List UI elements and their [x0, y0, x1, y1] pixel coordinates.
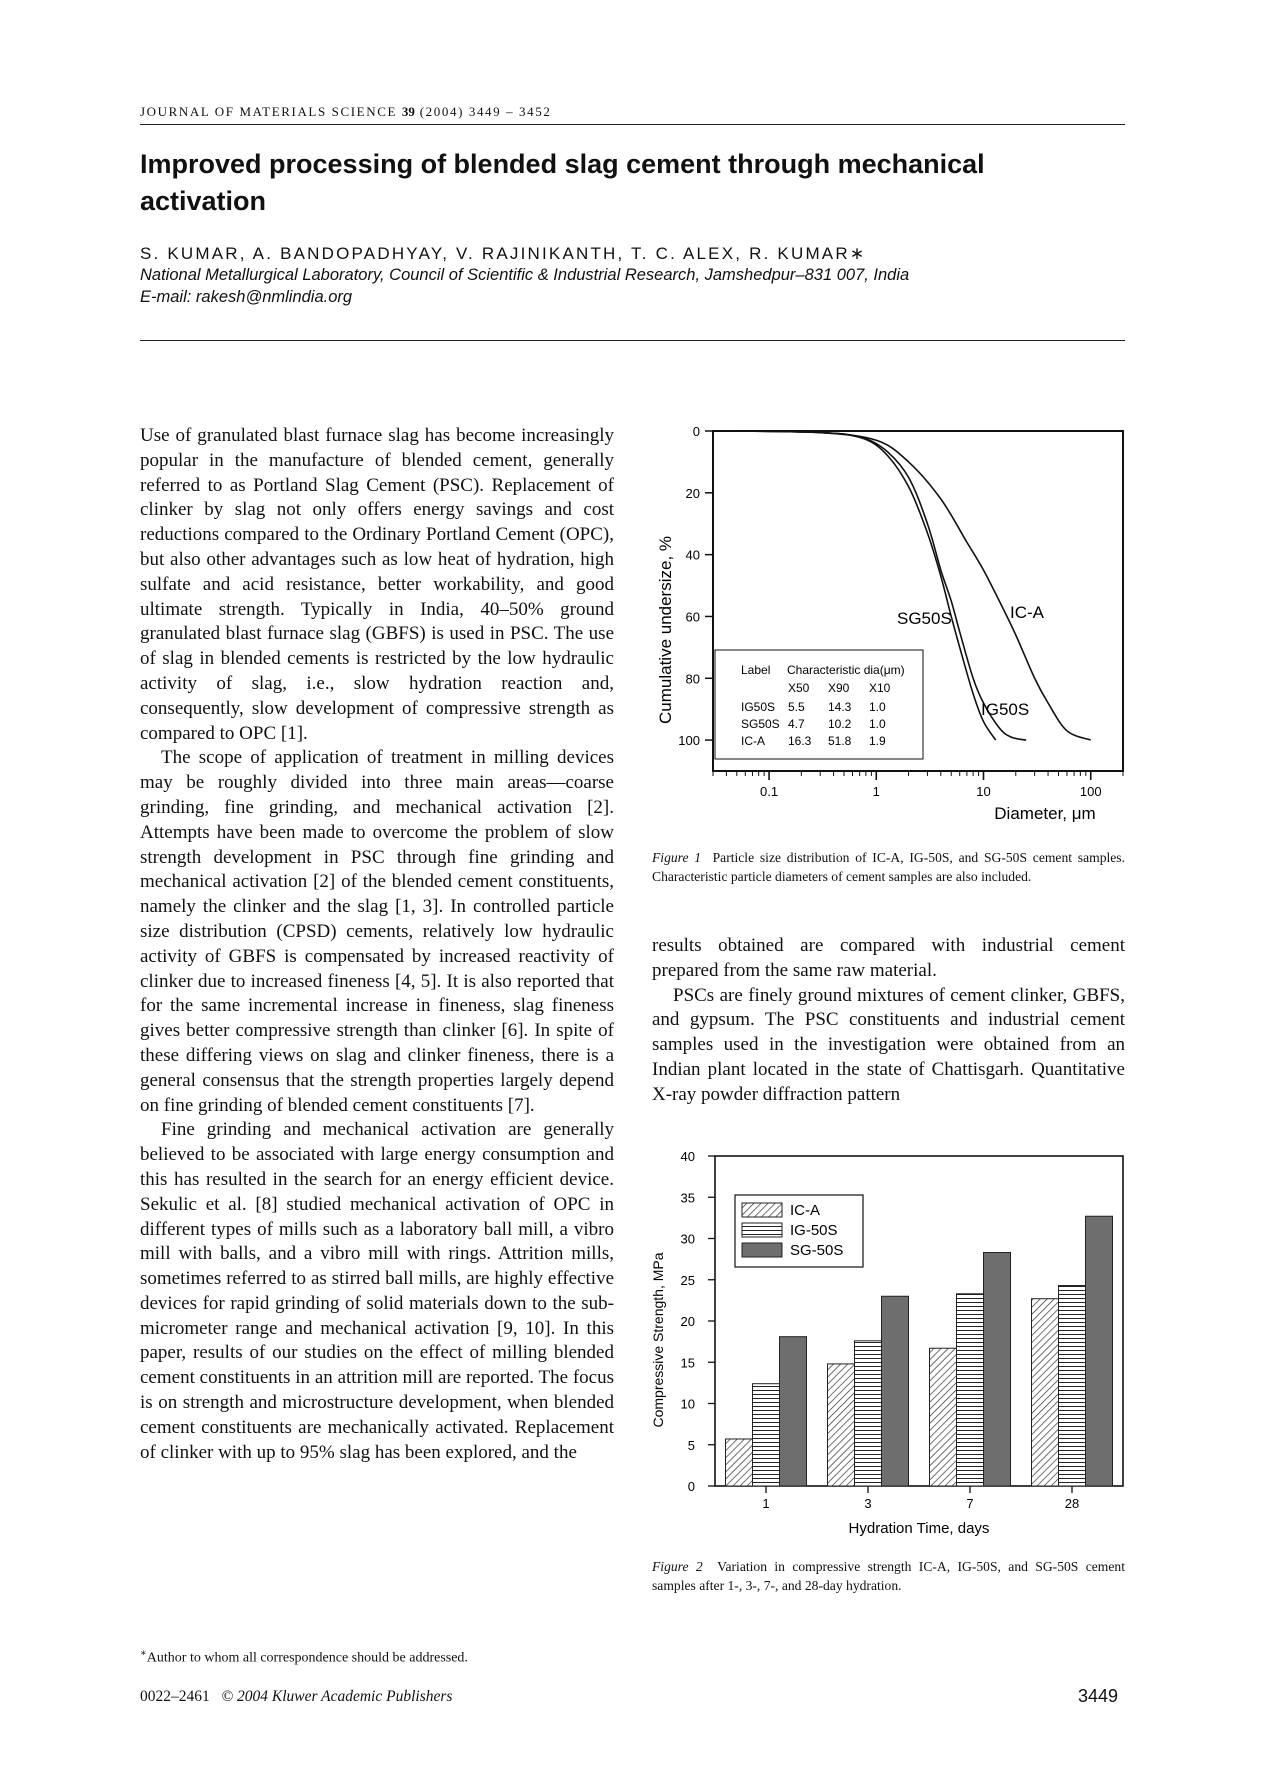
x-tick-label: 10 — [976, 784, 991, 799]
legend-swatch — [742, 1243, 782, 1257]
author-list: S. KUMAR, A. BANDOPADHYAY, V. RAJINIKANTH, T. C. ALEX, R. KUMAR∗ — [140, 244, 867, 263]
table-cell: 1.0 — [869, 700, 886, 714]
table-cell: 16.3 — [788, 734, 812, 748]
page-number: 3449 — [1078, 1686, 1119, 1706]
table-cell: 14.3 — [828, 700, 852, 714]
x-tick-label: 7 — [966, 1496, 974, 1511]
table-cell: SG50S — [741, 717, 780, 731]
journal-volume: 39 — [401, 104, 415, 119]
journal-year-pages: (2004) 3449 – 3452 — [419, 104, 552, 119]
y-tick-label: 10 — [680, 1396, 695, 1412]
x-tick-label: 28 — [1064, 1496, 1080, 1511]
issn-line — [140, 1688, 452, 1706]
bar-sg-50s — [780, 1337, 807, 1486]
x-axis-label: Diameter, μm — [994, 804, 1096, 823]
bar-ic-a — [930, 1348, 957, 1486]
y-tick-label: 20 — [685, 485, 700, 501]
figure1-caption — [652, 848, 1125, 886]
y-tick-label: 30 — [680, 1231, 695, 1247]
legend-label: IG-50S — [790, 1222, 838, 1239]
y-tick-label: 100 — [678, 733, 700, 749]
legend — [735, 1195, 863, 1267]
x-tick-label: 3 — [864, 1496, 872, 1511]
bar-ic-a — [1032, 1299, 1059, 1486]
affiliation: National Metallurgical Laboratory, Council of Scientific & Industrial Research, Jamshedpur–831 007, India — [140, 266, 910, 284]
x-tick-label: 1 — [872, 784, 880, 799]
journal-name: JOURNAL OF MATERIALS SCIENCE — [140, 104, 398, 119]
paragraph: Fine grinding and mechanical activation are generally believed to be associated with large energy consumption and this has resulted in the search for an energy efficient device. Sekulic et al. [8] studied mechanical activation of OPC in different types of mills such as a laboratory ball mill, a vibro mill with balls, and a vibro mill with rings. Attrition mills, sometimes referred to as stirred ball mills, are highly effective devices for rapid grinding of solid materials down to the sub-micrometer range and mechanical activation [9, 10]. In this paper, results of our studies on the effect of milling blended cement constituents in an attrition mill are reported. The focus is on strength and microstructure development, when blended cement constituents are mechanically activated. Replacement of clinker with up to 95% slag has been explored, and the — [140, 1119, 614, 1463]
annotation: IG50S — [981, 700, 1030, 719]
paragraph: The scope of application of treatment in milling devices may be roughly divided into three main areas—coarse grinding, fine grinding, and mechanical activation [2]. Attempts have been made to overcome the problem of slow strength development in PSC through fine grinding and mechanical activation [2] of the blended cement constituents, namely the clinker and the slag [1, 3]. In controlled particle size distribution (CPSD) cements, relatively low hydraulic activity of GBFS is compensated by increased reactivity of clinker due to increased fineness [4, 5]. It is also reported that for the same incremental increase in fineness, slag fineness gives better compressive strength than clinker [6]. In spite of these differing views on slag and clinker fineness, there is a general consensus that the strength properties largely depend on fine grinding of blended cement constituents [7]. — [140, 747, 614, 1116]
caption-text: Particle size distribution of IC-A, IG-50S, and SG-50S cement samples. Characteristic particle diameters of cement samples are also included. — [652, 850, 1125, 884]
bar-ig-50s — [957, 1294, 984, 1486]
paragraph: PSCs are finely ground mixtures of cement clinker, GBFS, and gypsum. The PSC constituents and industrial cement samples used in the investigation were obtained from an Indian plant located in the state of Chattisgarh. Quantitative X-ray powder diffraction pattern — [652, 984, 1125, 1105]
y-tick-label: 15 — [680, 1355, 695, 1371]
y-tick-label: 35 — [680, 1190, 695, 1206]
journal-header — [140, 104, 551, 120]
y-axis-label: Cumulative undersize, % — [656, 535, 675, 725]
x-tick-label: 0.1 — [760, 784, 779, 799]
table-header: Label — [741, 663, 771, 677]
y-tick-label: 20 — [680, 1314, 695, 1329]
footnote-mark: ∗ — [140, 1648, 147, 1659]
paragraph: results obtained are compared with industrial cement prepared from the same raw material. — [652, 935, 1125, 981]
table-cell: IC-A — [741, 734, 765, 748]
table-cell: 10.2 — [828, 717, 852, 731]
annotation: IC-A — [1010, 603, 1044, 622]
legend-label: SG-50S — [790, 1242, 844, 1259]
issn: 0022–2461 — [140, 1688, 210, 1705]
table-cell: 5.5 — [788, 700, 805, 714]
header-rule — [140, 124, 1125, 125]
table-header: Characteristic dia(μm) — [787, 663, 905, 677]
y-tick-label: 40 — [685, 547, 700, 563]
bar-sg-50s — [1086, 1216, 1113, 1486]
bar-sg-50s — [882, 1296, 909, 1486]
legend-swatch — [742, 1203, 782, 1217]
title-rule — [140, 340, 1125, 341]
y-tick-label: 5 — [687, 1437, 695, 1453]
paragraph: Use of granulated blast furnace slag has become increasingly popular in the manufacture of blended cement, generally referred to as Portland Slag Cement (PSC). Replacement of clinker by slag not only offers energy savings and cost reductions compared to the Ordinary Portland Cement (OPC), but also other advantages such as low heat of hydration, high sulfate and acid resistance, better workability, and good ultimate strength. Typically in India, 40–50% ground granulated blast furnace slag (GBFS) is used in PSC. The use of slag in blended cements is restricted by the low hydraulic activity of slag, i.e., slow hydration reaction and, consequently, slow development of compressive strength as compared to OPC [1]. — [140, 425, 614, 744]
copyright: © 2004 Kluwer Academic Publishers — [221, 1688, 453, 1705]
caption-text: Variation in compressive strength IC-A, IG-50S, and SG-50S cement samples after 1-, 3-, 7-, and 28-day hydration. — [652, 1559, 1125, 1593]
table-cell: 1.0 — [869, 717, 886, 731]
bar-ic-a — [828, 1364, 855, 1486]
figure-label: Figure 2 — [652, 1559, 703, 1574]
body-left-column — [140, 424, 614, 1465]
table-subheader: X50 — [788, 681, 810, 695]
footnote-text: Author to whom all correspondence should be addressed. — [146, 1650, 468, 1666]
y-tick-label: 80 — [685, 671, 700, 687]
footnote — [140, 1648, 468, 1667]
body-right-column — [652, 934, 1125, 1108]
figure-label: Figure 1 — [652, 850, 702, 865]
bar-ic-a — [726, 1439, 753, 1486]
x-tick-label: 100 — [1079, 784, 1102, 799]
table-subheader: X90 — [828, 681, 850, 695]
bar-ig-50s — [1059, 1286, 1086, 1486]
legend-swatch — [742, 1223, 782, 1237]
y-axis-label: Compressive Strength, MPa — [650, 1252, 666, 1428]
x-axis-label: Hydration Time, days — [848, 1520, 990, 1537]
x-tick-label: 1 — [762, 1496, 770, 1511]
figure2-chart — [645, 1142, 1130, 1540]
table-cell: 1.9 — [869, 734, 886, 748]
figure2-caption — [652, 1557, 1125, 1595]
annotation: SG50S — [897, 609, 952, 628]
bar-sg-50s — [984, 1253, 1011, 1486]
y-tick-label: 0 — [692, 424, 700, 439]
y-tick-label: 25 — [680, 1272, 695, 1288]
table-cell: 51.8 — [828, 734, 852, 748]
y-tick-label: 60 — [685, 609, 700, 625]
paper-title: Improved processing of blended slag cement through mechanical activation — [140, 149, 985, 216]
author-email: E-mail: rakesh@nmlindia.org — [140, 288, 353, 306]
figure1-chart — [645, 418, 1130, 830]
table-subheader: X10 — [869, 681, 891, 695]
bar-ig-50s — [753, 1384, 780, 1486]
table-cell: IG50S — [741, 700, 776, 714]
data-table — [715, 650, 923, 759]
table-cell: 4.7 — [788, 717, 805, 731]
bar-ig-50s — [855, 1341, 882, 1486]
y-tick-label: 0 — [687, 1479, 695, 1494]
legend-label: IC-A — [790, 1202, 820, 1219]
y-tick-label: 40 — [680, 1149, 695, 1164]
